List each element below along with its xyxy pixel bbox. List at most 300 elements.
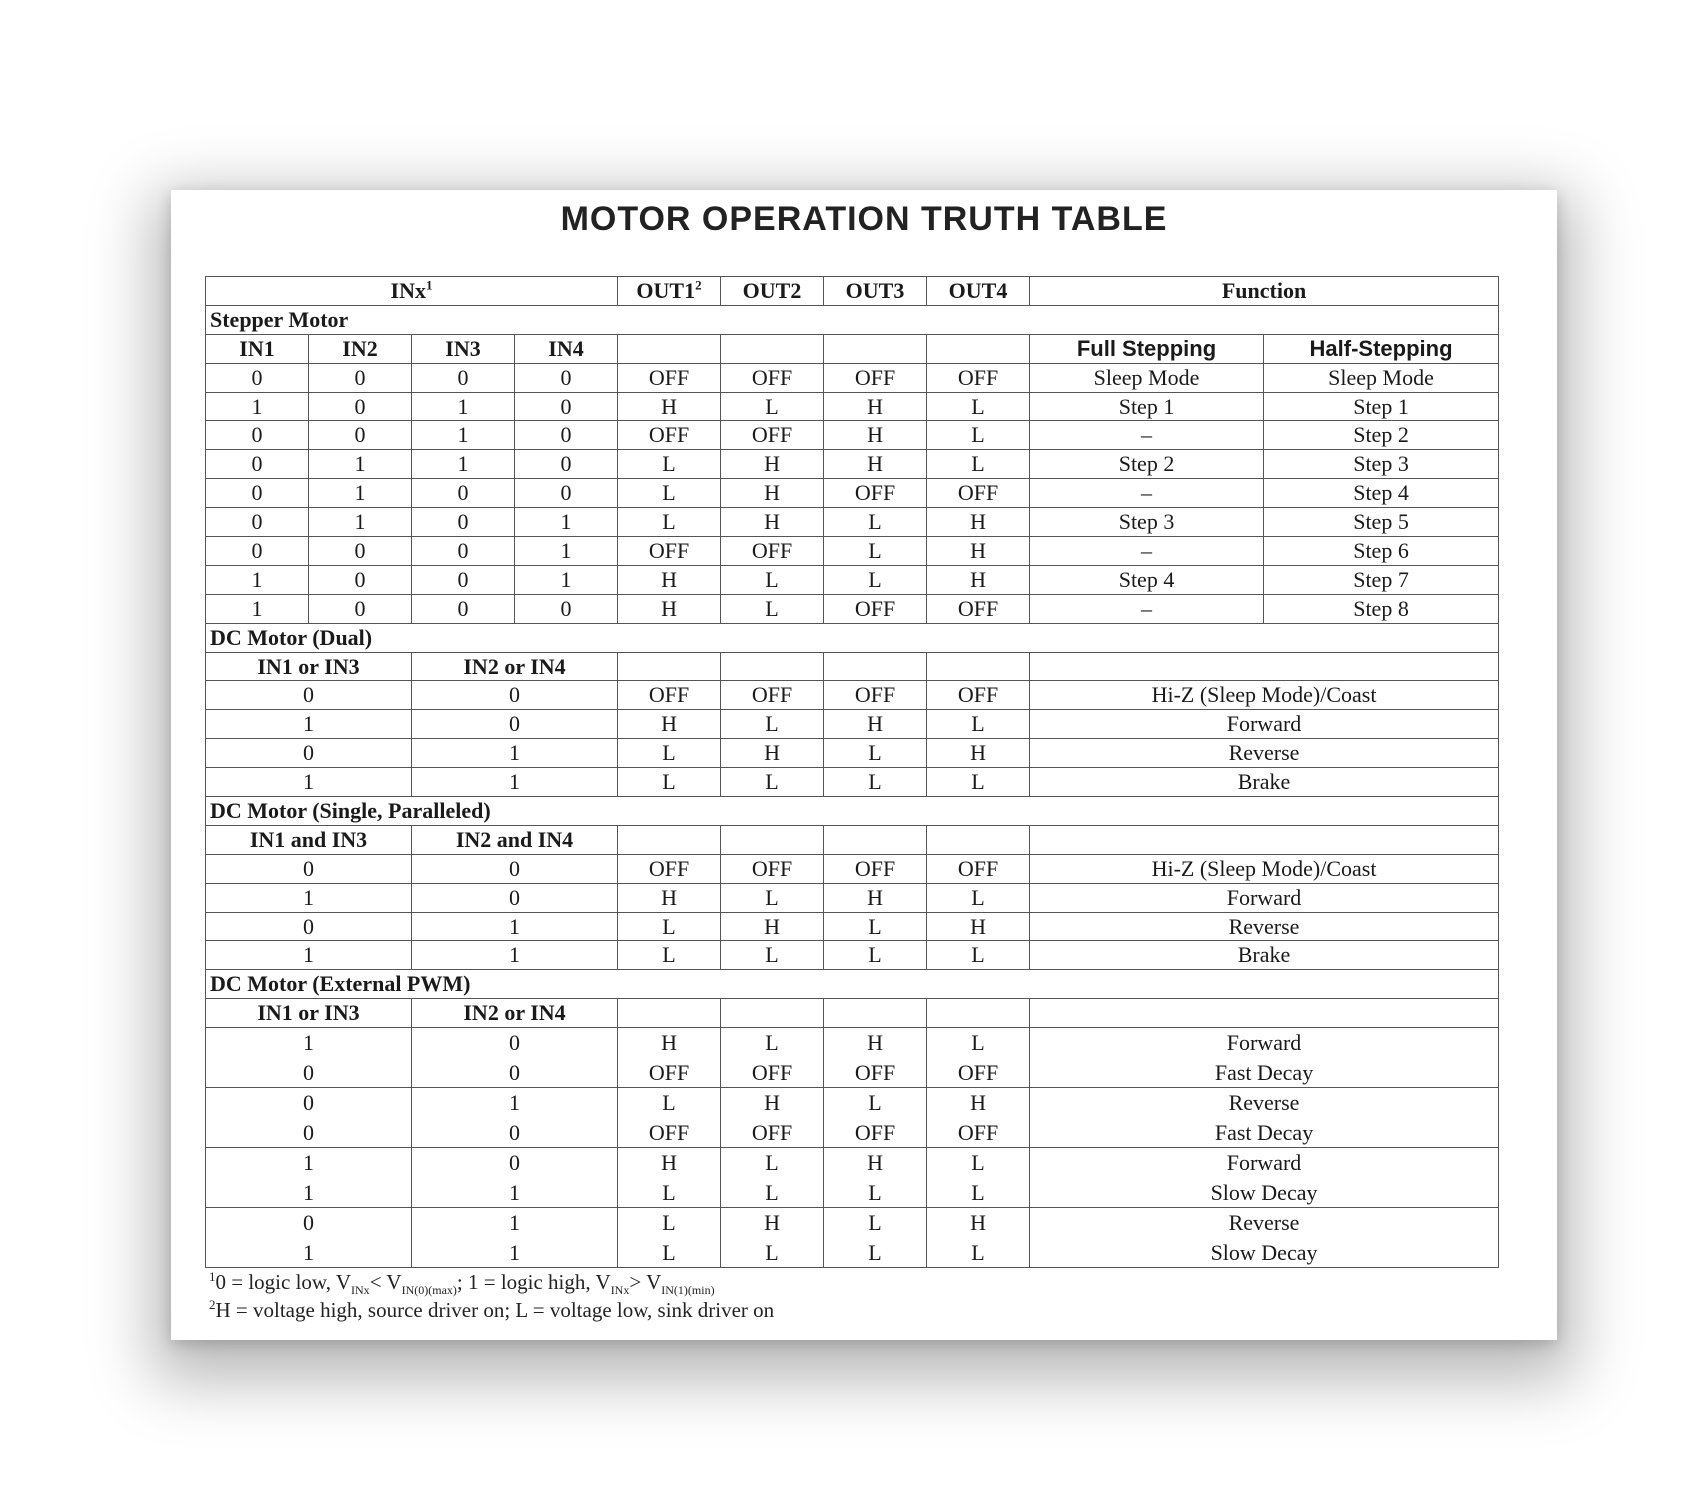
column-header: IN1 or IN3: [206, 999, 412, 1028]
input-cell: 0: [309, 537, 412, 566]
input-cell: 0: [515, 450, 618, 479]
empty-cell: [1030, 825, 1499, 854]
output-cell: L: [618, 739, 721, 768]
empty-cell: [1030, 652, 1499, 681]
input-cell: 0: [206, 479, 309, 508]
input-cell: 0: [206, 739, 412, 768]
output-cell: OFF: [824, 681, 927, 710]
output-cell: [618, 1028, 721, 1088]
function-cell: Sleep Mode: [1264, 363, 1499, 392]
function-cell: Brake: [1030, 941, 1499, 970]
header-inx: INx$^1$: [206, 277, 618, 306]
cell-value: L: [971, 1150, 985, 1176]
input-cell: 0: [206, 912, 412, 941]
output-cell: H: [824, 421, 927, 450]
input-cell: 1: [412, 739, 618, 768]
output-cell: [824, 1028, 927, 1088]
cell-value: L: [868, 1239, 882, 1265]
page-title: MOTOR OPERATION TRUTH TABLE: [560, 200, 1168, 238]
cell-value: Reverse: [1228, 1090, 1300, 1116]
input-cell: 0: [309, 421, 412, 450]
output-cell: OFF: [721, 854, 824, 883]
input-cell: 1: [515, 508, 618, 537]
function-cell: Hi-Z (Sleep Mode)/Coast: [1030, 681, 1499, 710]
output-cell: OFF: [618, 681, 721, 710]
input-cell: 0: [515, 594, 618, 623]
function-cell: –: [1030, 537, 1264, 566]
output-cell: L: [721, 392, 824, 421]
input-cell: 1: [412, 768, 618, 797]
function-cell: Step 2: [1264, 421, 1499, 450]
cell-value: H: [867, 1030, 883, 1056]
table-row: [206, 392, 1499, 421]
section-row: [206, 970, 1499, 999]
output-cell: H: [618, 710, 721, 739]
table-row: [206, 363, 1499, 392]
cell-value: 1: [303, 1030, 314, 1056]
output-cell: L: [721, 710, 824, 739]
input-cell: 0: [309, 594, 412, 623]
input-cell: 1: [206, 565, 309, 594]
function-cell: [1030, 1148, 1499, 1208]
table-row: [206, 854, 1499, 883]
cell-value: L: [662, 1090, 676, 1116]
input-cell: 0: [412, 854, 618, 883]
output-cell: L: [927, 710, 1030, 739]
cell-value: L: [662, 1179, 676, 1205]
section-title: Stepper Motor: [206, 305, 1499, 334]
output-cell: OFF: [927, 363, 1030, 392]
output-cell: OFF: [824, 854, 927, 883]
table-row: [206, 941, 1499, 970]
empty-cell: [927, 999, 1030, 1028]
cell-value: 1: [509, 1239, 520, 1265]
function-cell: Reverse: [1030, 739, 1499, 768]
output-cell: H: [824, 883, 927, 912]
function-cell: Forward: [1030, 883, 1499, 912]
table-row: [206, 450, 1499, 479]
empty-cell: [721, 334, 824, 363]
input-cell: 0: [309, 363, 412, 392]
output-cell: [721, 1148, 824, 1208]
table-row-group: [206, 1028, 1499, 1088]
footnote-2: $^2$H = voltage high, source driver on; L = voltage low, sink driver on: [209, 1297, 775, 1322]
output-cell: [824, 1088, 927, 1148]
function-cell: Step 1: [1030, 392, 1264, 421]
table-row: [206, 912, 1499, 941]
output-cell: [721, 1028, 824, 1088]
empty-cell: [618, 334, 721, 363]
cell-value: L: [765, 1030, 779, 1056]
column-header-row: [206, 825, 1499, 854]
cell-value: 1: [303, 1239, 314, 1265]
truth-table: [205, 276, 1499, 1268]
empty-cell: [824, 652, 927, 681]
output-cell: H: [824, 450, 927, 479]
function-cell: Hi-Z (Sleep Mode)/Coast: [1030, 854, 1499, 883]
function-cell: Step 4: [1030, 565, 1264, 594]
cell-value: 1: [509, 1090, 520, 1116]
output-cell: H: [618, 392, 721, 421]
function-cell: Step 7: [1264, 565, 1499, 594]
cell-value: Reverse: [1228, 1210, 1300, 1236]
output-cell: L: [721, 941, 824, 970]
empty-cell: [618, 652, 721, 681]
cell-value: 0: [509, 1059, 520, 1085]
empty-cell: [824, 999, 927, 1028]
function-cell: Step 1: [1264, 392, 1499, 421]
output-cell: L: [824, 739, 927, 768]
cell-value: L: [971, 1239, 985, 1265]
function-cell: Reverse: [1030, 912, 1499, 941]
input-cell: 1: [206, 392, 309, 421]
output-cell: L: [927, 450, 1030, 479]
cell-value: OFF: [751, 1059, 793, 1085]
column-header-row: [206, 334, 1499, 363]
input-cell: 1: [206, 594, 309, 623]
section-row: [206, 623, 1499, 652]
section-title: DC Motor (Dual): [206, 623, 1499, 652]
output-cell: OFF: [618, 537, 721, 566]
input-cell: 1: [206, 883, 412, 912]
table-row: [206, 479, 1499, 508]
input-cell: 1: [206, 941, 412, 970]
input-cell: 0: [515, 479, 618, 508]
output-cell: OFF: [824, 479, 927, 508]
output-cell: OFF: [927, 854, 1030, 883]
column-header-row: [206, 652, 1499, 681]
output-cell: OFF: [618, 363, 721, 392]
cell-value: Slow Decay: [1210, 1239, 1318, 1265]
output-cell: L: [618, 450, 721, 479]
input-cell: [206, 1208, 412, 1268]
empty-cell: [927, 334, 1030, 363]
cell-value: H: [661, 1150, 677, 1176]
function-cell: [1030, 1088, 1499, 1148]
output-cell: [927, 1148, 1030, 1208]
output-cell: OFF: [927, 479, 1030, 508]
cell-value: 0: [303, 1090, 314, 1116]
output-cell: L: [824, 537, 927, 566]
output-cell: [618, 1148, 721, 1208]
cell-value: L: [971, 1179, 985, 1205]
output-cell: OFF: [618, 854, 721, 883]
cell-value: L: [868, 1179, 882, 1205]
input-cell: 1: [412, 450, 515, 479]
output-cell: OFF: [721, 537, 824, 566]
output-cell: H: [824, 392, 927, 421]
cell-value: H: [764, 1210, 780, 1236]
output-cell: [927, 1088, 1030, 1148]
input-cell: 1: [515, 537, 618, 566]
cell-value: OFF: [957, 1059, 999, 1085]
input-cell: [206, 1028, 412, 1088]
function-cell: Step 3: [1030, 508, 1264, 537]
function-cell: Step 5: [1264, 508, 1499, 537]
function-cell: Step 8: [1264, 594, 1499, 623]
cell-value: H: [970, 1210, 986, 1236]
input-cell: 0: [206, 681, 412, 710]
header-out4: OUT4: [927, 277, 1030, 306]
column-header: Full Stepping: [1030, 334, 1264, 363]
table-row: [206, 594, 1499, 623]
input-cell: 0: [206, 854, 412, 883]
cell-value: H: [764, 1090, 780, 1116]
table-row-group: [206, 1208, 1499, 1268]
output-cell: L: [927, 392, 1030, 421]
cell-value: 1: [509, 1210, 520, 1236]
empty-cell: [927, 825, 1030, 854]
output-cell: H: [927, 565, 1030, 594]
column-header: IN3: [412, 334, 515, 363]
column-header-row: [206, 999, 1499, 1028]
table-row-group: [206, 1088, 1499, 1148]
output-cell: OFF: [927, 681, 1030, 710]
cell-value: L: [765, 1150, 779, 1176]
function-cell: –: [1030, 594, 1264, 623]
table-row: [206, 508, 1499, 537]
cell-value: Slow Decay: [1210, 1179, 1318, 1205]
output-cell: L: [618, 508, 721, 537]
function-cell: [1030, 1208, 1499, 1268]
input-cell: 1: [206, 768, 412, 797]
input-cell: 1: [309, 479, 412, 508]
input-cell: [412, 1028, 618, 1088]
output-cell: H: [927, 537, 1030, 566]
table-row-group: [206, 1148, 1499, 1208]
table-row: [206, 710, 1499, 739]
cell-value: 0: [303, 1119, 314, 1145]
column-header: IN2: [309, 334, 412, 363]
input-cell: 0: [412, 594, 515, 623]
output-cell: [721, 1088, 824, 1148]
output-cell: H: [927, 739, 1030, 768]
input-cell: 1: [412, 941, 618, 970]
cell-value: OFF: [854, 1119, 896, 1145]
header-out3: OUT3: [824, 277, 927, 306]
cell-value: OFF: [751, 1119, 793, 1145]
table-row: [206, 739, 1499, 768]
input-cell: 0: [515, 421, 618, 450]
input-cell: 0: [412, 479, 515, 508]
table-row: [206, 681, 1499, 710]
column-header: IN2 and IN4: [412, 825, 618, 854]
input-cell: 0: [206, 450, 309, 479]
output-cell: L: [824, 565, 927, 594]
output-cell: L: [824, 941, 927, 970]
cell-value: L: [765, 1239, 779, 1265]
input-cell: [412, 1148, 618, 1208]
output-cell: [824, 1148, 927, 1208]
output-cell: L: [618, 768, 721, 797]
document-page: [171, 190, 1557, 1340]
output-cell: L: [927, 768, 1030, 797]
function-cell: Sleep Mode: [1030, 363, 1264, 392]
cell-value: OFF: [648, 1119, 690, 1145]
input-cell: 1: [309, 450, 412, 479]
cell-value: L: [662, 1239, 676, 1265]
input-cell: 1: [206, 710, 412, 739]
cell-value: 0: [509, 1030, 520, 1056]
output-cell: H: [721, 912, 824, 941]
output-cell: L: [927, 883, 1030, 912]
output-cell: H: [927, 912, 1030, 941]
input-cell: 0: [515, 363, 618, 392]
input-cell: 0: [412, 710, 618, 739]
input-cell: 1: [412, 912, 618, 941]
header-function: Function: [1030, 277, 1499, 306]
output-cell: L: [824, 508, 927, 537]
empty-cell: [927, 652, 1030, 681]
empty-cell: [721, 652, 824, 681]
output-cell: H: [721, 450, 824, 479]
cell-value: OFF: [957, 1119, 999, 1145]
column-header: IN1: [206, 334, 309, 363]
output-cell: H: [618, 883, 721, 912]
empty-cell: [721, 825, 824, 854]
cell-value: Forward: [1226, 1150, 1302, 1176]
empty-cell: [1030, 999, 1499, 1028]
header-out1: $OUT1^2$: [618, 277, 721, 306]
output-cell: L: [721, 565, 824, 594]
column-header: IN2 or IN4: [412, 652, 618, 681]
output-cell: L: [618, 941, 721, 970]
cell-value: L: [971, 1030, 985, 1056]
section-row: [206, 305, 1499, 334]
input-cell: [412, 1088, 618, 1148]
input-cell: 0: [412, 363, 515, 392]
cell-value: OFF: [854, 1059, 896, 1085]
cell-value: 0: [509, 1150, 520, 1176]
column-header: IN1 and IN3: [206, 825, 412, 854]
output-cell: H: [824, 710, 927, 739]
cell-value: 1: [303, 1150, 314, 1176]
input-cell: 0: [206, 537, 309, 566]
output-cell: [618, 1208, 721, 1268]
cell-value: 0: [509, 1119, 520, 1145]
output-cell: [721, 1208, 824, 1268]
output-cell: [618, 1088, 721, 1148]
header-out2: OUT2: [721, 277, 824, 306]
input-cell: 0: [515, 392, 618, 421]
output-cell: OFF: [618, 421, 721, 450]
output-cell: H: [618, 594, 721, 623]
input-cell: 0: [206, 421, 309, 450]
cell-value: Forward: [1226, 1030, 1302, 1056]
input-cell: [412, 1208, 618, 1268]
input-cell: 0: [206, 508, 309, 537]
output-cell: [927, 1208, 1030, 1268]
column-header: IN1 or IN3: [206, 652, 412, 681]
function-cell: –: [1030, 421, 1264, 450]
cell-value: L: [765, 1179, 779, 1205]
cell-value: H: [661, 1030, 677, 1056]
column-header: Half-Stepping: [1264, 334, 1499, 363]
output-cell: H: [721, 508, 824, 537]
cell-value: 0: [303, 1210, 314, 1236]
output-cell: H: [618, 565, 721, 594]
empty-cell: [824, 334, 927, 363]
function-cell: Step 3: [1264, 450, 1499, 479]
input-cell: 0: [309, 565, 412, 594]
cell-value: 1: [509, 1179, 520, 1205]
output-cell: H: [927, 508, 1030, 537]
cell-value: H: [970, 1090, 986, 1116]
table-row: [206, 565, 1499, 594]
output-cell: OFF: [721, 681, 824, 710]
output-cell: H: [721, 479, 824, 508]
cell-value: H: [867, 1150, 883, 1176]
output-cell: L: [618, 479, 721, 508]
output-cell: L: [618, 912, 721, 941]
footnote-1: $^1$0 = logic low, $V_{INx}< V_{IN(0)(max)}$; 1 = logic high, $V_{INx}> V_{IN(1)(min)}$: [209, 1269, 715, 1298]
section-title: DC Motor (External PWM): [206, 970, 1499, 999]
input-cell: 0: [412, 883, 618, 912]
function-cell: Step 2: [1030, 450, 1264, 479]
cell-value: Fast Decay: [1214, 1059, 1314, 1085]
cell-value: L: [868, 1210, 882, 1236]
empty-cell: [618, 825, 721, 854]
cell-value: L: [868, 1090, 882, 1116]
function-cell: Brake: [1030, 768, 1499, 797]
output-cell: L: [721, 768, 824, 797]
cell-value: Fast Decay: [1214, 1119, 1314, 1145]
output-cell: OFF: [721, 363, 824, 392]
empty-cell: [618, 999, 721, 1028]
table-row: [206, 421, 1499, 450]
output-cell: OFF: [927, 594, 1030, 623]
output-cell: [927, 1028, 1030, 1088]
table-row: [206, 768, 1499, 797]
function-cell: [1030, 1028, 1499, 1088]
input-cell: 1: [412, 392, 515, 421]
cell-value: L: [662, 1210, 676, 1236]
output-cell: L: [824, 768, 927, 797]
output-cell: OFF: [824, 363, 927, 392]
input-cell: [206, 1088, 412, 1148]
section-title: DC Motor (Single, Paralleled): [206, 797, 1499, 826]
cell-value: 1: [303, 1179, 314, 1205]
input-cell: 0: [412, 681, 618, 710]
input-cell: 0: [412, 508, 515, 537]
empty-cell: [824, 825, 927, 854]
input-cell: [206, 1148, 412, 1208]
input-cell: 0: [206, 363, 309, 392]
function-cell: Step 6: [1264, 537, 1499, 566]
table-row: [206, 537, 1499, 566]
table-header-row: [206, 277, 1499, 306]
input-cell: 1: [515, 565, 618, 594]
output-cell: L: [927, 421, 1030, 450]
output-cell: L: [721, 883, 824, 912]
function-cell: –: [1030, 479, 1264, 508]
section-row: [206, 797, 1499, 826]
cell-value: 0: [303, 1059, 314, 1085]
output-cell: OFF: [824, 594, 927, 623]
function-cell: Step 4: [1264, 479, 1499, 508]
input-cell: 1: [309, 508, 412, 537]
output-cell: L: [927, 941, 1030, 970]
output-cell: OFF: [721, 421, 824, 450]
function-cell: Forward: [1030, 710, 1499, 739]
empty-cell: [721, 999, 824, 1028]
input-cell: 0: [412, 565, 515, 594]
column-header: IN2 or IN4: [412, 999, 618, 1028]
cell-value: OFF: [648, 1059, 690, 1085]
input-cell: 1: [412, 421, 515, 450]
output-cell: L: [824, 912, 927, 941]
output-cell: [824, 1208, 927, 1268]
